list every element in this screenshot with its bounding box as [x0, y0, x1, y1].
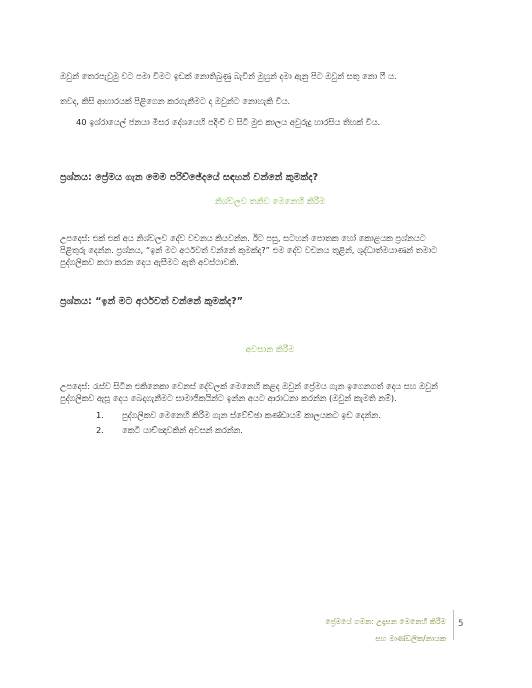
intro-line-2: තවද, කිසි ආහාරයක් පිළිගෙන කරගැනීමට ද ඔවුන්ට නොහැකි විය. [60, 96, 291, 106]
advice-1-line-1: උපදෙස්: එක් එක් අය නිශ්චලව දේව වචනය කියවන්න. ඊට පසු, සටහන් පොතක හෝ කොළයක ප්‍රශ්නයට [60, 233, 426, 243]
list-item [96, 425, 476, 436]
advice-1-line-3: පුද්ගලිකව කථා කරන දෙය ඇසීමට ඇති අවස්ථාවකි. [60, 257, 239, 267]
advice-2-line-2: පුද්ගලිකව ඇසූ දෙය බෙදාගැනීමට සාමාජිකයින්ට ඉන්න අයට ආරාධනා කරන්න (ඔවුන් කැමති නම්). [60, 393, 397, 403]
question-love-chapter: ප්‍රශ්නය: ප්‍රේමය ගැන මෙම පරිච්ඡේදයේ සඳහන් වන්නේ කුමක්ද? [60, 172, 319, 183]
list-item-number: 2. [96, 425, 104, 435]
list-item-text: පුද්ගලිකව මෙනෙහි කිරීම ගැන ස්වේච්ඡා කණ්ඩායම් කාලයකට ඉඩ දෙන්න. [122, 410, 381, 420]
intro-line-3: 40 ඉශ්රායෙල් ජනයා මිසර දේශයෙහි පදිංචි ව සිටි මුළු කාලය අවුරුදු හාරසිය තිහක් විය. [76, 117, 381, 127]
footer-subtitle: සහ මාණ්ඩලික/නායක [375, 634, 446, 643]
list-item-text: කෙටි යාච්ඤාවකින් අවසන් කරන්න. [122, 425, 243, 435]
intro-line-1: ඔවුන් තෙරපැවුමු වට පමා වීමට ඉඩක් නොතිබුණු බැවින් මුහුන් දමා ඇනු පිට ඔවුන් සතු නො ෆී ය. [60, 71, 397, 81]
list-item-number: 1. [96, 410, 104, 420]
heading-closing: අවසාන කිරීම [245, 345, 295, 355]
heading-silent-meditation: නිශ්චලව තනිව මෙනෙහි කිරීම [214, 197, 326, 207]
advice-1-line-2: පිළිතුරු දෙන්න. ප්‍රශ්නය, “ඉන් මට අර්ථවත් වන්නේ කුමක්ද?” එම දේව වචනය තුළින්, ශුද්ධාත්මයාණන් තමාට [60, 245, 438, 255]
list-item [96, 410, 476, 421]
advice-2-line-1: උපදෙස්: රැස්ව සිටින එකිනෙකා වෙනස් දේවලක් මෙනෙහි කළද ඔවුන් ප්‍රේමය ගැන ඉගෙනගත් දෙය සහ ඔවුන් [60, 381, 438, 391]
page-number: 5 [458, 619, 464, 629]
footer-title: ප්‍රේමයේ ගමන: උදෑසන මෙනෙහි කිරීම [325, 617, 446, 626]
question-meaning: ප්‍රශ්නය: “ඉන් මට අර්ථවත් වන්නේ කුමක්ද?” [60, 296, 243, 307]
footer-divider [453, 610, 454, 640]
